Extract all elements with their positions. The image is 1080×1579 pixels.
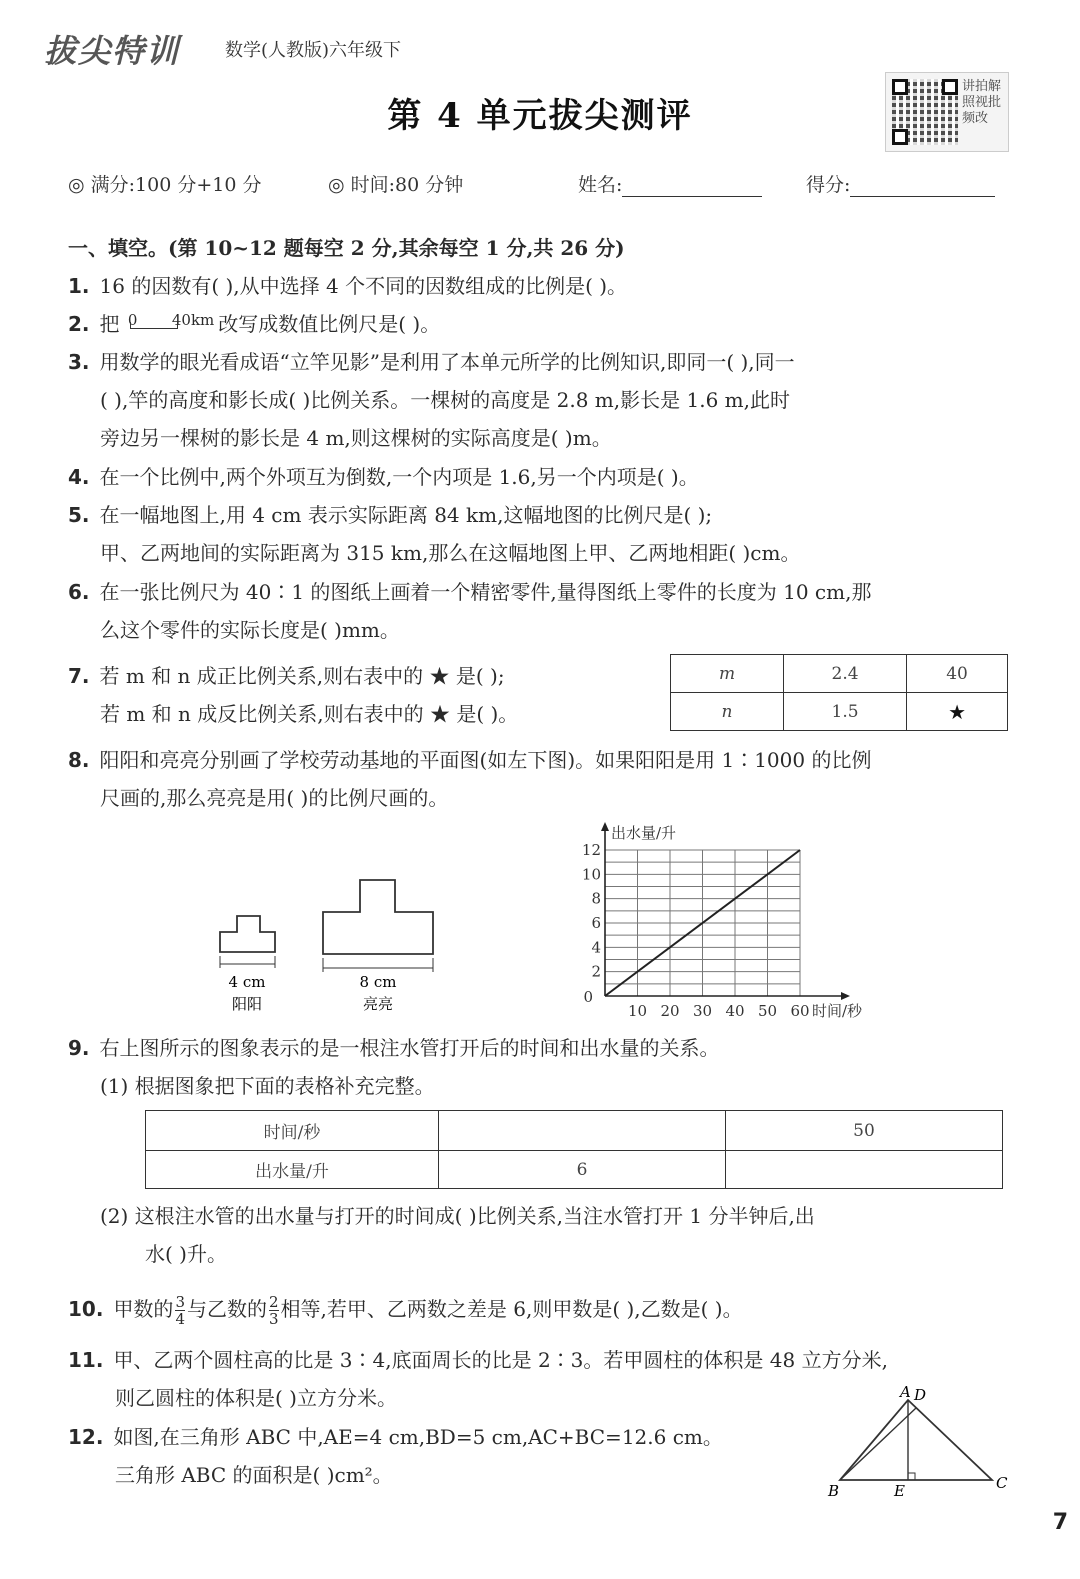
qr-corner <box>892 79 908 95</box>
table-cell: 50 <box>726 1111 1003 1151</box>
x-tick-label: 60 <box>790 1002 810 1020</box>
question-12-line2: 三角形 ABC 的面积是( )cm²。 <box>115 1463 393 1487</box>
table-cell: 2.4 <box>784 655 907 693</box>
liangliang-plan <box>323 880 433 954</box>
qr-corner <box>892 129 908 145</box>
table-cell: 6 <box>439 1151 726 1189</box>
label-E: E <box>894 1482 905 1500</box>
qr-corner <box>942 79 958 95</box>
y-axis-label: 出水量/升 <box>611 824 677 842</box>
label-C: C <box>996 1474 1008 1492</box>
question-8-line2: 尺画的,那么亮亮是用( )的比例尺画的。 <box>100 786 449 810</box>
question-9-part1: (1) 根据图象把下面的表格补充完整。 <box>100 1074 435 1098</box>
time-water-table <box>145 1110 1003 1189</box>
origin-label: 0 <box>583 988 593 1006</box>
label-B: B <box>828 1482 840 1500</box>
y-tick-label: 4 <box>591 938 601 957</box>
x-axis-label: 时间/秒 <box>812 1002 863 1020</box>
question-2: 2. 把 0 40km 改写成数值比例尺是( )。 <box>68 311 441 336</box>
section-title: 一、填空。(第 10~12 题每空 2 分,其余每空 1 分,共 26 分) <box>68 236 625 260</box>
qr-code-box[interactable] <box>885 72 1009 152</box>
table-cell: m <box>671 655 784 693</box>
mn-table <box>670 654 1008 731</box>
y-tick-label: 2 <box>591 962 601 981</box>
subject-label: 数学(人教版)六年级下 <box>225 40 402 61</box>
question-9-part2-line2: 水( )升。 <box>145 1242 227 1266</box>
question-5-line2: 甲、乙两地间的实际距离为 315 km,那么在这幅地图上甲、乙两地相距( )cm。 <box>100 541 801 565</box>
question-10: 10. 甲数的 $\frac{3}{4}$ 与乙数的 $\frac{2}{3}$ 相等,若甲、乙两数之差是 6,则甲数是( ),乙数是( )。 <box>68 1293 743 1328</box>
question-7-line2: 若 m 和 n 成反比例关系,则右表中的 ★ 是( )。 <box>100 702 519 726</box>
question-1: 1. 16 的因数有( ),从中选择 4 个不同的因数组成的比例是( )。 <box>68 274 628 298</box>
yangyang-width: 4 cm <box>228 973 266 991</box>
yangyang-plan <box>220 916 275 952</box>
question-9: 9. 右上图所示的图象表示的是一根注水管打开后的时间和出水量的关系。 <box>68 1036 720 1060</box>
y-tick-label: 10 <box>581 865 601 884</box>
name-field <box>578 170 762 197</box>
fraction: $\frac{2}{3}$ <box>268 1293 279 1328</box>
table-header: 时间/秒 <box>146 1111 439 1151</box>
qr-label: 讲拍解照视批频改 <box>962 79 1002 126</box>
brand-logo: 拔尖特训 <box>44 32 181 70</box>
y-tick-label: 12 <box>581 841 601 859</box>
liangliang-width: 8 cm <box>359 973 397 991</box>
question-11: 11. 甲、乙两个圆柱高的比是 3∶4,底面周长的比是 2∶3。若甲圆柱的体积是 48 立方分米, <box>68 1348 888 1372</box>
page-title: 第 4 单元拔尖测评 <box>387 96 693 136</box>
score-field <box>806 170 995 197</box>
table-cell: n <box>671 693 784 731</box>
star-cell: ★ <box>907 693 1008 731</box>
water-flow-chart <box>565 820 905 1025</box>
line-scale: 0 40km <box>127 311 215 329</box>
floor-plan-figure <box>205 868 455 1020</box>
table-cell-blank[interactable] <box>439 1111 726 1151</box>
score-label: 得分: <box>806 174 851 196</box>
score-input-line[interactable] <box>850 176 995 197</box>
x-tick-label: 40 <box>725 1002 745 1020</box>
table-cell: 40 <box>907 655 1008 693</box>
x-tick-label: 20 <box>660 1002 680 1020</box>
table-header: 出水量/升 <box>146 1151 439 1189</box>
page-number: 7 <box>1052 1510 1068 1535</box>
y-tick-label: 8 <box>591 889 601 908</box>
x-axis-arrow <box>841 992 850 1000</box>
y-axis-arrow <box>601 822 609 831</box>
label-A: A <box>900 1383 911 1401</box>
question-4: 4. 在一个比例中,两个外项互为倒数,一个内项是 1.6,另一个内项是( )。 <box>68 465 699 489</box>
table-cell: 1.5 <box>784 693 907 731</box>
question-6: 6. 在一张比例尺为 40∶1 的图纸上画着一个精密零件,量得图纸上零件的长度为 10 cm,那 <box>68 580 872 604</box>
yangyang-name: 阳阳 <box>231 995 263 1013</box>
x-tick-label: 10 <box>627 1002 648 1020</box>
question-5: 5. 在一幅地图上,用 4 cm 表示实际距离 84 km,这幅地图的比例尺是( ); <box>68 503 713 527</box>
fraction: $\frac{3}{4}$ <box>175 1293 185 1328</box>
question-3: 3. 用数学的眼光看成语“立竿见影”是利用了本单元所学的比例知识,即同一( ),同一 <box>68 350 795 374</box>
question-8: 8. 阳阳和亮亮分别画了学校劳动基地的平面图(如左下图)。如果阳阳是用 1∶1000 的比例 <box>68 748 872 772</box>
time-limit: ◎ 时间:80 分钟 <box>328 174 464 196</box>
x-tick-label: 50 <box>757 1002 778 1020</box>
triangle-figure <box>820 1380 1020 1500</box>
name-label: 姓名: <box>578 174 623 196</box>
question-6-line2: 么这个零件的实际长度是( )mm。 <box>100 618 400 642</box>
name-input-line[interactable] <box>622 176 762 197</box>
question-3-line3: 旁边另一棵树的影长是 4 m,则这棵树的实际高度是( )m。 <box>100 426 612 450</box>
liangliang-name: 亮亮 <box>362 995 394 1013</box>
question-9-part2: (2) 这根注水管的出水量与打开的时间成( )比例关系,当注水管打开 1 分半钟后,出 <box>100 1204 815 1228</box>
label-D: D <box>914 1386 927 1404</box>
question-11-line2: 则乙圆柱的体积是( )立方分米。 <box>115 1386 397 1410</box>
full-score: ◎ 满分:100 分+10 分 <box>68 174 262 196</box>
table-cell-blank[interactable] <box>726 1151 1003 1189</box>
y-tick-label: 6 <box>591 914 601 932</box>
question-12: 12. 如图,在三角形 ABC 中,AE=4 cm,BD=5 cm,AC+BC=12.6 cm。 <box>68 1425 723 1449</box>
question-7: 7. 若 m 和 n 成正比例关系,则右表中的 ★ 是( ); <box>68 664 505 688</box>
question-3-line2: ( ),竿的高度和影长成( )比例关系。一棵树的高度是 2.8 m,影长是 1.6 m,此时 <box>100 388 790 412</box>
x-tick-label: 30 <box>692 1002 713 1020</box>
